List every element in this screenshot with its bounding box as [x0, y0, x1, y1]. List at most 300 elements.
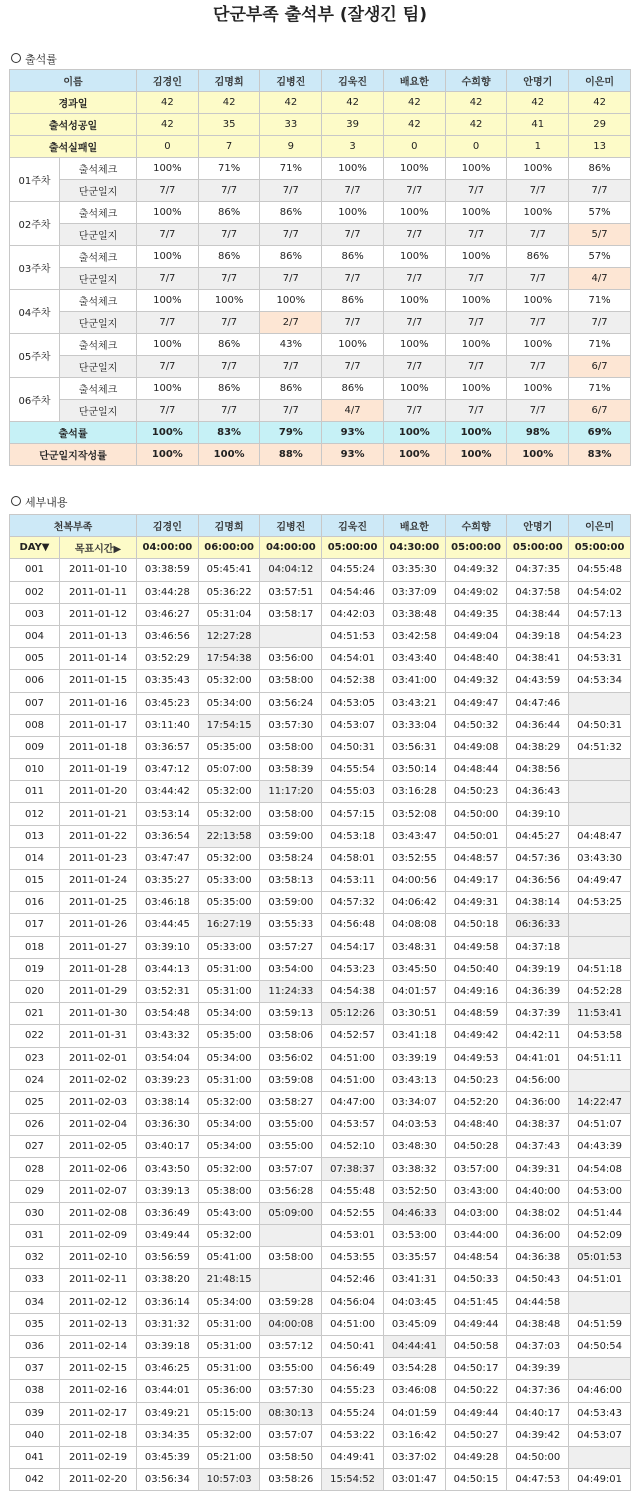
check-label: 출석체크 — [60, 378, 137, 400]
check-value: 71% — [569, 378, 631, 400]
day-number: 016 — [10, 892, 60, 914]
day-sort-header[interactable]: DAY▼ — [10, 537, 60, 559]
check-value: 86% — [569, 158, 631, 180]
time-cell: 03:39:10 — [137, 936, 199, 958]
diary-value: 5/7 — [569, 224, 631, 246]
date-cell: 2011-01-12 — [60, 603, 137, 625]
day-row — [10, 1291, 631, 1313]
date-cell: 2011-01-23 — [60, 847, 137, 869]
member-name-header: 김명희 — [198, 515, 260, 537]
time-cell: 17:54:15 — [198, 714, 260, 736]
day-number: 035 — [10, 1313, 60, 1335]
time-cell: 03:38:59 — [137, 559, 199, 581]
time-cell: 12:27:28 — [198, 625, 260, 647]
week-label: 03주차 — [10, 246, 60, 290]
time-cell — [260, 625, 322, 647]
row-label: 출석성공일 — [10, 114, 137, 136]
day-number: 020 — [10, 980, 60, 1002]
date-cell: 2011-02-01 — [60, 1047, 137, 1069]
time-cell: 03:35:57 — [383, 1247, 445, 1269]
diary-rate-row — [10, 444, 631, 466]
time-cell: 04:39:18 — [507, 625, 569, 647]
time-cell: 03:58:00 — [260, 736, 322, 758]
time-cell: 05:31:00 — [198, 958, 260, 980]
time-cell: 21:48:15 — [198, 1269, 260, 1291]
time-cell: 04:54:38 — [322, 980, 384, 1002]
check-value: 71% — [569, 334, 631, 356]
time-cell: 04:53:18 — [322, 825, 384, 847]
time-cell: 03:59:00 — [260, 825, 322, 847]
time-cell: 04:52:09 — [569, 1225, 631, 1247]
time-cell: 04:53:23 — [322, 958, 384, 980]
diary-label: 단군일지 — [60, 180, 137, 202]
time-cell: 04:39:42 — [507, 1424, 569, 1446]
time-cell: 03:39:13 — [137, 1180, 199, 1202]
diary-value: 7/7 — [507, 180, 569, 202]
diary-value: 7/7 — [198, 268, 260, 290]
time-cell: 03:58:00 — [260, 1247, 322, 1269]
day-row — [10, 759, 631, 781]
day-row — [10, 1247, 631, 1269]
time-cell: 04:53:01 — [322, 1225, 384, 1247]
day-row — [10, 870, 631, 892]
value-cell: 7 — [198, 136, 260, 158]
time-cell: 04:38:41 — [507, 648, 569, 670]
time-cell: 05:31:00 — [198, 1358, 260, 1380]
time-cell: 05:34:00 — [198, 1136, 260, 1158]
time-cell: 04:56:49 — [322, 1358, 384, 1380]
week-diary-row — [10, 356, 631, 378]
check-value: 86% — [198, 334, 260, 356]
day-row — [10, 1380, 631, 1402]
time-cell: 04:48:40 — [445, 648, 507, 670]
time-cell: 03:49:21 — [137, 1402, 199, 1424]
diary-value: 7/7 — [569, 312, 631, 334]
time-cell: 04:37:03 — [507, 1335, 569, 1357]
date-cell: 2011-01-29 — [60, 980, 137, 1002]
diary-value: 7/7 — [507, 356, 569, 378]
time-cell: 04:54:01 — [322, 648, 384, 670]
time-cell: 04:49:16 — [445, 980, 507, 1002]
time-cell: 05:32:00 — [198, 1091, 260, 1113]
time-cell: 04:49:28 — [445, 1446, 507, 1468]
time-cell: 03:38:32 — [383, 1158, 445, 1180]
check-value: 100% — [137, 202, 199, 224]
time-cell: 04:55:48 — [569, 559, 631, 581]
time-cell: 04:51:59 — [569, 1313, 631, 1335]
diary-value: 7/7 — [260, 356, 322, 378]
check-value: 100% — [322, 202, 384, 224]
date-cell: 2011-01-24 — [60, 870, 137, 892]
time-cell: 15:54:52 — [322, 1469, 384, 1491]
time-cell: 04:36:44 — [507, 714, 569, 736]
time-cell: 04:49:32 — [445, 559, 507, 581]
diary-value: 7/7 — [383, 312, 445, 334]
diary-value: 7/7 — [137, 180, 199, 202]
time-cell: 03:52:29 — [137, 648, 199, 670]
time-cell: 03:48:30 — [383, 1136, 445, 1158]
date-cell: 2011-01-22 — [60, 825, 137, 847]
time-cell: 04:51:07 — [569, 1114, 631, 1136]
diary-value: 7/7 — [198, 180, 260, 202]
check-label: 출석체크 — [60, 202, 137, 224]
time-cell: 06:36:33 — [507, 914, 569, 936]
time-cell: 05:34:00 — [198, 1003, 260, 1025]
time-cell: 05:31:00 — [198, 980, 260, 1002]
date-cell: 2011-02-14 — [60, 1335, 137, 1357]
elapsed-row — [10, 92, 631, 114]
day-number: 038 — [10, 1380, 60, 1402]
day-number: 021 — [10, 1003, 60, 1025]
check-value: 71% — [260, 158, 322, 180]
value-cell: 42 — [137, 114, 199, 136]
section-title-attendance — [11, 53, 57, 67]
time-cell: 04:38:48 — [507, 1313, 569, 1335]
day-number: 002 — [10, 581, 60, 603]
diary-value: 7/7 — [260, 224, 322, 246]
date-cell: 2011-01-28 — [60, 958, 137, 980]
day-row — [10, 958, 631, 980]
time-cell: 04:51:00 — [322, 1069, 384, 1091]
time-cell: 04:37:43 — [507, 1136, 569, 1158]
date-cell: 2011-02-11 — [60, 1269, 137, 1291]
value-cell: 9 — [260, 136, 322, 158]
check-value: 100% — [137, 290, 199, 312]
circle-bullet-icon — [11, 53, 21, 63]
check-value: 100% — [322, 334, 384, 356]
value-cell: 42 — [383, 92, 445, 114]
time-cell: 04:49:53 — [445, 1047, 507, 1069]
time-cell: 04:53:00 — [569, 1180, 631, 1202]
check-value: 100% — [383, 378, 445, 400]
rate-value: 100% — [137, 422, 199, 444]
diary-value: 7/7 — [260, 268, 322, 290]
time-cell: 04:51:00 — [322, 1313, 384, 1335]
time-cell: 04:43:39 — [569, 1136, 631, 1158]
time-cell: 03:38:48 — [383, 603, 445, 625]
day-number: 011 — [10, 781, 60, 803]
time-cell: 04:52:38 — [322, 670, 384, 692]
check-value: 100% — [322, 158, 384, 180]
time-cell: 03:53:14 — [137, 803, 199, 825]
time-cell: 04:39:10 — [507, 803, 569, 825]
day-number: 029 — [10, 1180, 60, 1202]
time-cell: 03:59:00 — [260, 892, 322, 914]
time-cell: 03:46:25 — [137, 1358, 199, 1380]
day-row — [10, 1225, 631, 1247]
time-cell: 04:52:10 — [322, 1136, 384, 1158]
time-cell: 04:41:01 — [507, 1047, 569, 1069]
diary-value: 7/7 — [383, 180, 445, 202]
time-cell: 03:37:02 — [383, 1446, 445, 1468]
time-cell: 04:49:08 — [445, 736, 507, 758]
time-cell: 04:57:15 — [322, 803, 384, 825]
time-cell: 03:48:31 — [383, 936, 445, 958]
diary-value: 7/7 — [198, 312, 260, 334]
time-cell: 04:43:59 — [507, 670, 569, 692]
time-cell: 03:35:43 — [137, 670, 199, 692]
time-cell: 05:35:00 — [198, 1025, 260, 1047]
time-cell: 03:47:47 — [137, 847, 199, 869]
time-cell: 22:13:58 — [198, 825, 260, 847]
day-number: 001 — [10, 559, 60, 581]
time-cell: 04:50:15 — [445, 1469, 507, 1491]
value-cell: 42 — [260, 92, 322, 114]
day-row — [10, 736, 631, 758]
day-row — [10, 980, 631, 1002]
time-cell: 03:59:08 — [260, 1069, 322, 1091]
time-cell: 05:07:00 — [198, 759, 260, 781]
time-cell: 04:49:32 — [445, 670, 507, 692]
diary-value: 7/7 — [322, 312, 384, 334]
time-cell: 05:36:22 — [198, 581, 260, 603]
time-cell: 03:50:14 — [383, 759, 445, 781]
time-cell: 04:50:23 — [445, 1069, 507, 1091]
date-cell: 2011-01-26 — [60, 914, 137, 936]
time-cell: 03:46:27 — [137, 603, 199, 625]
time-cell: 03:45:09 — [383, 1313, 445, 1335]
time-cell: 04:53:11 — [322, 870, 384, 892]
time-cell: 04:50:27 — [445, 1424, 507, 1446]
time-cell: 11:53:41 — [569, 1003, 631, 1025]
date-cell: 2011-02-17 — [60, 1402, 137, 1424]
day-row — [10, 1047, 631, 1069]
time-cell: 05:43:00 — [198, 1202, 260, 1224]
time-cell: 03:43:13 — [383, 1069, 445, 1091]
date-cell: 2011-02-15 — [60, 1358, 137, 1380]
time-cell: 04:50:32 — [445, 714, 507, 736]
diary-rate-value: 100% — [198, 444, 260, 466]
time-cell: 04:54:46 — [322, 581, 384, 603]
time-cell: 04:53:57 — [322, 1114, 384, 1136]
day-row — [10, 803, 631, 825]
member-name-header: 김병진 — [260, 515, 322, 537]
date-cell: 2011-01-14 — [60, 648, 137, 670]
time-cell — [569, 1069, 631, 1091]
day-row — [10, 1424, 631, 1446]
check-value: 86% — [322, 378, 384, 400]
date-cell: 2011-01-27 — [60, 936, 137, 958]
date-cell: 2011-02-04 — [60, 1114, 137, 1136]
rate-value: 100% — [445, 422, 507, 444]
diary-value: 6/7 — [569, 356, 631, 378]
time-cell: 03:30:51 — [383, 1003, 445, 1025]
time-cell: 04:42:03 — [322, 603, 384, 625]
check-value: 100% — [507, 290, 569, 312]
time-cell: 03:42:58 — [383, 625, 445, 647]
diary-label: 단군일지 — [60, 400, 137, 422]
time-cell: 03:35:30 — [383, 559, 445, 581]
day-number: 041 — [10, 1446, 60, 1468]
check-value: 100% — [507, 334, 569, 356]
time-cell: 03:57:00 — [445, 1158, 507, 1180]
time-cell: 04:54:02 — [569, 581, 631, 603]
time-cell: 03:41:00 — [383, 670, 445, 692]
time-cell: 05:32:00 — [198, 670, 260, 692]
date-cell: 2011-01-30 — [60, 1003, 137, 1025]
time-cell: 03:58:50 — [260, 1446, 322, 1468]
week-label: 01주차 — [10, 158, 60, 202]
check-value: 100% — [445, 378, 507, 400]
time-cell: 04:38:56 — [507, 759, 569, 781]
check-value: 100% — [137, 378, 199, 400]
value-cell: 29 — [569, 114, 631, 136]
rate-value: 83% — [198, 422, 260, 444]
time-cell: 03:44:45 — [137, 914, 199, 936]
time-cell: 04:50:40 — [445, 958, 507, 980]
time-cell: 04:52:46 — [322, 1269, 384, 1291]
time-cell: 03:55:00 — [260, 1114, 322, 1136]
time-cell: 05:21:00 — [198, 1446, 260, 1468]
time-cell: 04:50:01 — [445, 825, 507, 847]
time-cell: 03:55:33 — [260, 914, 322, 936]
value-cell: 41 — [507, 114, 569, 136]
time-cell: 04:52:55 — [322, 1202, 384, 1224]
time-cell: 05:33:00 — [198, 936, 260, 958]
time-cell: 05:34:00 — [198, 1114, 260, 1136]
time-cell: 03:58:06 — [260, 1025, 322, 1047]
diary-value: 7/7 — [383, 224, 445, 246]
diary-label: 단군일지 — [60, 268, 137, 290]
time-cell: 04:50:43 — [507, 1269, 569, 1291]
diary-value: 7/7 — [445, 224, 507, 246]
check-label: 출석체크 — [60, 158, 137, 180]
diary-value: 7/7 — [322, 180, 384, 202]
target-time-value: 05:00:00 — [445, 537, 507, 559]
rate-label: 출석률 — [10, 422, 137, 444]
time-cell: 04:50:54 — [569, 1335, 631, 1357]
time-cell: 04:51:44 — [569, 1202, 631, 1224]
week-diary-row — [10, 312, 631, 334]
date-cell: 2011-02-16 — [60, 1380, 137, 1402]
day-row — [10, 1069, 631, 1091]
member-name-header: 이은미 — [569, 515, 631, 537]
time-cell: 04:37:58 — [507, 581, 569, 603]
time-cell — [569, 803, 631, 825]
diary-value: 7/7 — [383, 268, 445, 290]
member-name-header: 김명희 — [198, 70, 260, 92]
date-cell: 2011-01-16 — [60, 692, 137, 714]
day-row — [10, 892, 631, 914]
time-cell: 04:55:24 — [322, 1402, 384, 1424]
time-cell — [569, 914, 631, 936]
time-cell: 07:38:37 — [322, 1158, 384, 1180]
time-cell: 03:36:57 — [137, 736, 199, 758]
day-row — [10, 625, 631, 647]
time-cell: 04:48:44 — [445, 759, 507, 781]
day-row — [10, 1446, 631, 1468]
check-value: 100% — [260, 290, 322, 312]
time-cell: 04:53:05 — [322, 692, 384, 714]
check-value: 100% — [507, 158, 569, 180]
time-cell: 03:39:23 — [137, 1069, 199, 1091]
time-cell: 04:47:53 — [507, 1469, 569, 1491]
day-row — [10, 1469, 631, 1491]
diary-value: 7/7 — [569, 180, 631, 202]
diary-value: 7/7 — [322, 224, 384, 246]
time-cell: 03:45:50 — [383, 958, 445, 980]
diary-value: 7/7 — [137, 312, 199, 334]
check-value: 100% — [445, 246, 507, 268]
date-cell: 2011-01-15 — [60, 670, 137, 692]
time-cell: 04:50:23 — [445, 781, 507, 803]
diary-rate-value: 88% — [260, 444, 322, 466]
time-cell: 03:46:18 — [137, 892, 199, 914]
day-number: 013 — [10, 825, 60, 847]
time-cell — [260, 1269, 322, 1291]
day-number: 010 — [10, 759, 60, 781]
diary-value: 7/7 — [137, 356, 199, 378]
day-number: 039 — [10, 1402, 60, 1424]
time-cell: 04:50:17 — [445, 1358, 507, 1380]
diary-rate-value: 100% — [383, 444, 445, 466]
time-cell: 03:56:00 — [260, 648, 322, 670]
member-name-header: 김욱진 — [322, 515, 384, 537]
member-name-header: 안명기 — [507, 515, 569, 537]
diary-rate-value: 100% — [137, 444, 199, 466]
time-cell: 04:37:35 — [507, 559, 569, 581]
time-cell: 04:49:31 — [445, 892, 507, 914]
time-cell: 03:56:31 — [383, 736, 445, 758]
time-cell: 03:49:44 — [137, 1225, 199, 1247]
time-cell: 03:01:47 — [383, 1469, 445, 1491]
time-cell: 03:58:00 — [260, 803, 322, 825]
time-cell: 04:53:22 — [322, 1424, 384, 1446]
date-cell: 2011-02-18 — [60, 1424, 137, 1446]
time-cell: 04:38:14 — [507, 892, 569, 914]
time-cell: 03:16:28 — [383, 781, 445, 803]
target-time-value: 06:00:00 — [198, 537, 260, 559]
date-cell: 2011-02-02 — [60, 1069, 137, 1091]
time-cell: 03:43:21 — [383, 692, 445, 714]
check-value: 100% — [198, 290, 260, 312]
time-cell: 04:50:18 — [445, 914, 507, 936]
target-time-row — [10, 537, 631, 559]
rate-value: 93% — [322, 422, 384, 444]
time-cell: 04:49:47 — [569, 870, 631, 892]
check-value: 86% — [322, 246, 384, 268]
target-time-value: 04:00:00 — [137, 537, 199, 559]
check-value: 100% — [137, 158, 199, 180]
time-cell: 03:40:17 — [137, 1136, 199, 1158]
time-cell: 03:56:59 — [137, 1247, 199, 1269]
time-cell: 04:06:42 — [383, 892, 445, 914]
week-check-row — [10, 202, 631, 224]
value-cell: 42 — [569, 92, 631, 114]
time-cell: 03:54:00 — [260, 958, 322, 980]
member-name-header: 배요한 — [383, 515, 445, 537]
time-cell: 04:47:46 — [507, 692, 569, 714]
week-label: 04주차 — [10, 290, 60, 334]
time-cell: 05:32:00 — [198, 781, 260, 803]
day-number: 009 — [10, 736, 60, 758]
time-cell: 04:48:57 — [445, 847, 507, 869]
date-cell: 2011-02-10 — [60, 1247, 137, 1269]
time-cell: 04:57:36 — [507, 847, 569, 869]
week-diary-row — [10, 180, 631, 202]
time-cell: 04:49:04 — [445, 625, 507, 647]
time-cell — [569, 759, 631, 781]
day-row — [10, 781, 631, 803]
time-cell — [569, 1291, 631, 1313]
time-cell: 04:50:31 — [322, 736, 384, 758]
success-row — [10, 114, 631, 136]
time-cell: 04:52:57 — [322, 1025, 384, 1047]
time-cell: 04:46:00 — [569, 1380, 631, 1402]
diary-value: 7/7 — [260, 400, 322, 422]
date-cell: 2011-02-07 — [60, 1180, 137, 1202]
check-value: 86% — [260, 246, 322, 268]
